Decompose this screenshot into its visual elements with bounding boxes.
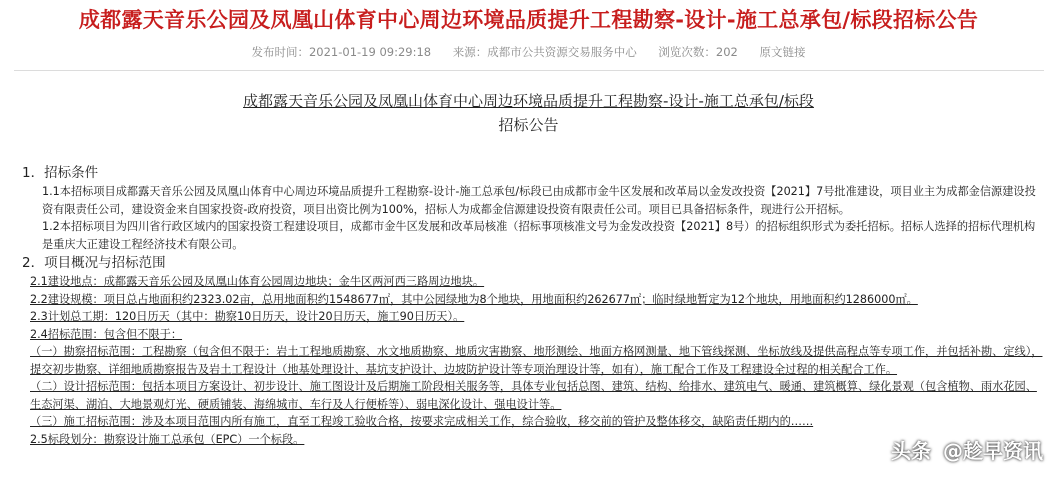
- publish-time: 发布时间：2021-01-19 09:29:18: [251, 45, 432, 59]
- watermark-account: @趁早资讯: [943, 439, 1043, 463]
- paragraph: 2.2建设规模：项目总占地面积约2323.02亩，总用地面积约1548677㎡，其中公园绿地为8个地块，用地面积约262677㎡；临时绿地暂定为12个地块，用地面积约1286000㎡。: [30, 292, 918, 306]
- paragraph: 2.1建设地点：成都露天音乐公园及凤凰山体育公园周边地块；金牛区两河西三路周边地块。: [30, 275, 485, 288]
- document-body: [22, 163, 1046, 448]
- paragraph: 2.3计划总工期：120日历天（其中：勘察10日历天，设计20日历天，施工90日历天）。: [30, 310, 465, 323]
- paragraph: 2.4招标范围：包含但不限于：: [30, 327, 183, 341]
- paragraph: （二）设计招标范围：包括本项目方案设计、初步设计、施工图设计及后期施工阶段相关服务等，具体专业包括总图、建筑、结构、给排水、建筑电气、暖通、建筑概算、绿化景观（包含植物、雨水花园、生态河渠、湖泊、大地景观灯光、硬质铺装、海绵城市、车行及人行便桥等）、弱电深化设计、强电设计等。: [30, 380, 1037, 411]
- watermark-brand: 头条: [891, 439, 931, 463]
- original-link[interactable]: 原文链接: [759, 45, 806, 59]
- page-title: 成都露天音乐公园及凤凰山体育中心周边环境品质提升工程勘察-设计-施工总承包/标段招标公告: [78, 8, 979, 32]
- paragraph: 2.5标段划分：勘察设计施工总承包（EPC）一个标段。: [30, 432, 305, 446]
- view-count: 浏览次数：202: [658, 45, 738, 59]
- source: 来源：成都市公共资源交易服务中心: [452, 45, 637, 59]
- paragraph: （一）勘察招标范围：工程勘察（包含但不限于：岩土工程地质勘察、水文地质勘察、地质灾害勘察、地形测绘、地面方格网测量、地下管线探测、坐标放线及提供高程点等专项工作，并包括补勘、定线），提交初步勘察、详细地质勘察报告及岩土工程设计（地基处理设计、基坑支护设计、边坡防护设计等专项治理设计等，如有），施工配合工作及工程建设全过程的相关配合工作。: [30, 345, 1043, 376]
- paragraph: 1.2本招标项目为四川省行政区域内的国家投资工程建设项目，成都市金牛区发展和改革局核准（招标事项核准文号为金发改投资【2021】8号）的招标组织形式为委托招标。招标人选择的招标代理机构是重庆大正建设工程经济技术有限公司。: [42, 220, 1036, 251]
- document-heading: [0, 89, 1057, 137]
- section-heading: 1．招标条件: [22, 165, 99, 181]
- paragraph: 1.1本招标项目成都露天音乐公园及凤凰山体育中心周边环境品质提升工程勘察-设计-施工总承包/标段已由成都市金牛区发展和改革局以金发改投资【2021】7号批准建设，项目业主为成都金信源建设投资有限责任公司，建设资金来自国家投资-政府投资，项目出资比例为100%，招标人为成都金信源建设投资有限责任公司。项目已具备招标条件，现进行公开招标。: [42, 185, 1036, 216]
- section-heading: 2．项目概况与招标范围: [22, 255, 166, 271]
- document-title-line-1: 成都露天音乐公园及凤凰山体育中心周边环境品质提升工程勘察-设计-施工总承包/标段: [243, 92, 814, 110]
- divider: [14, 70, 1044, 71]
- watermark: [891, 435, 1043, 464]
- article-meta: [0, 44, 1057, 60]
- paragraph: （三）施工招标范围：涉及本项目范围内所有施工，直至工程竣工验收合格，按要求完成相关工作，综合验收，移交前的管护及整体移交，缺陷责任期内的……: [30, 415, 814, 428]
- document-title-line-2: 招标公告: [498, 116, 559, 134]
